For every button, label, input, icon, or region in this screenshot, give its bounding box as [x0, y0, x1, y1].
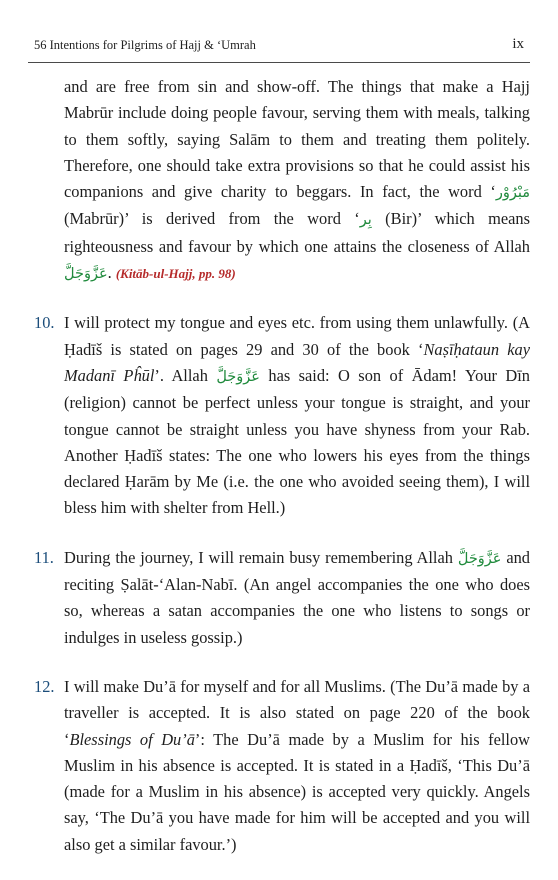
item-text-1: During the journey, I will remain busy remembering Allah	[64, 547, 458, 567]
item-text-1: I will make Du’ā for myself and for all Muslims. (The Du’ā made by a traveller is accepted. It is also stated on page 220 of the book ‘	[64, 676, 530, 749]
book-title-italic: Naṣīḥataun kay Madanī Pĥūl	[64, 339, 530, 385]
intro-text-2: (Mabrūr)’ is derived from the word ‘	[64, 209, 360, 229]
item-number: 12.	[34, 676, 55, 696]
intro-text-4: .	[107, 263, 116, 283]
arabic-honorific: عَزَّوَجَلَّ	[64, 266, 108, 283]
book-title: 56 Intentions for Pilgrims of Hajj & ‘Umrah	[34, 38, 256, 52]
list-item-12	[34, 674, 530, 858]
reference-citation: (Kitāb-ul-Hajj, pp. 98)	[115, 266, 236, 282]
arabic-honorific: عَزَّوَجَلَّ	[216, 368, 260, 385]
arabic-word-mabrur: مَبْرُوْر	[495, 185, 530, 202]
item-number: 10.	[34, 313, 55, 333]
item-text-3: has said: O son of Ādam! Your Dīn (religion) cannot be perfect unless your tongue is straight, and your tongue cannot be straight unless you have shyness from your Rab. Another Ḥadīš states: The one who lowers his eyes from the things declared Ḥarām by Me (i.e. the one who avoided seeing them), I will bless him with shelter from Hell.)	[64, 365, 531, 518]
item-text-2: ’. Allah	[154, 365, 217, 385]
book-title-italic: Blessings of Du’ā	[69, 729, 195, 749]
item-text-2: and reciting Ṣalāt-‘Alan-Nabī. (An angel accompanies the one who does so, whereas a satan accompanies the one who listens to songs or indulges in useless gossip.)	[64, 547, 531, 647]
item-text-2: ’: The Du’ā made by a Muslim for his fellow Muslim in his absence is accepted. It is stated in a Ḥadīš, ‘This Du’ā (made for a Muslim in his absence) is accepted very quickly. Angels say, ‘The Du’ā you have made for him will be accepted and you will also get a similar favour.’)	[64, 729, 530, 854]
list-item-10	[34, 310, 530, 521]
intro-text-3: (Bir)’ which means righteousness and favour by which one attains the closeness of Allah	[64, 209, 530, 256]
intro-paragraph	[34, 74, 530, 287]
item-text	[64, 674, 530, 858]
item-number: 11.	[34, 547, 54, 567]
running-header	[28, 30, 530, 63]
page-number: ix	[512, 36, 524, 52]
list-item-11	[34, 545, 530, 651]
item-text	[64, 310, 530, 521]
arabic-honorific: عَزَّوَجَلَّ	[457, 550, 502, 567]
intro-text-1: and are free from sin and show-off. The things that make a Hajj Mabrūr include doing people favour, serving them with meals, talking to them softly, saying Salām to them and treating them politely. Therefore, one should take extra provisions so that he could assist his companions and give charity to beggars. In fact, the word ‘	[64, 77, 530, 202]
page-content	[34, 74, 530, 858]
item-text-1: I will protect my tongue and eyes etc. from using them unlawfully. (A Ḥadīš is stated on pages 29 and 30 of the book ‘	[64, 313, 530, 359]
arabic-word-bir: بِر	[359, 212, 372, 229]
item-text	[64, 545, 530, 651]
